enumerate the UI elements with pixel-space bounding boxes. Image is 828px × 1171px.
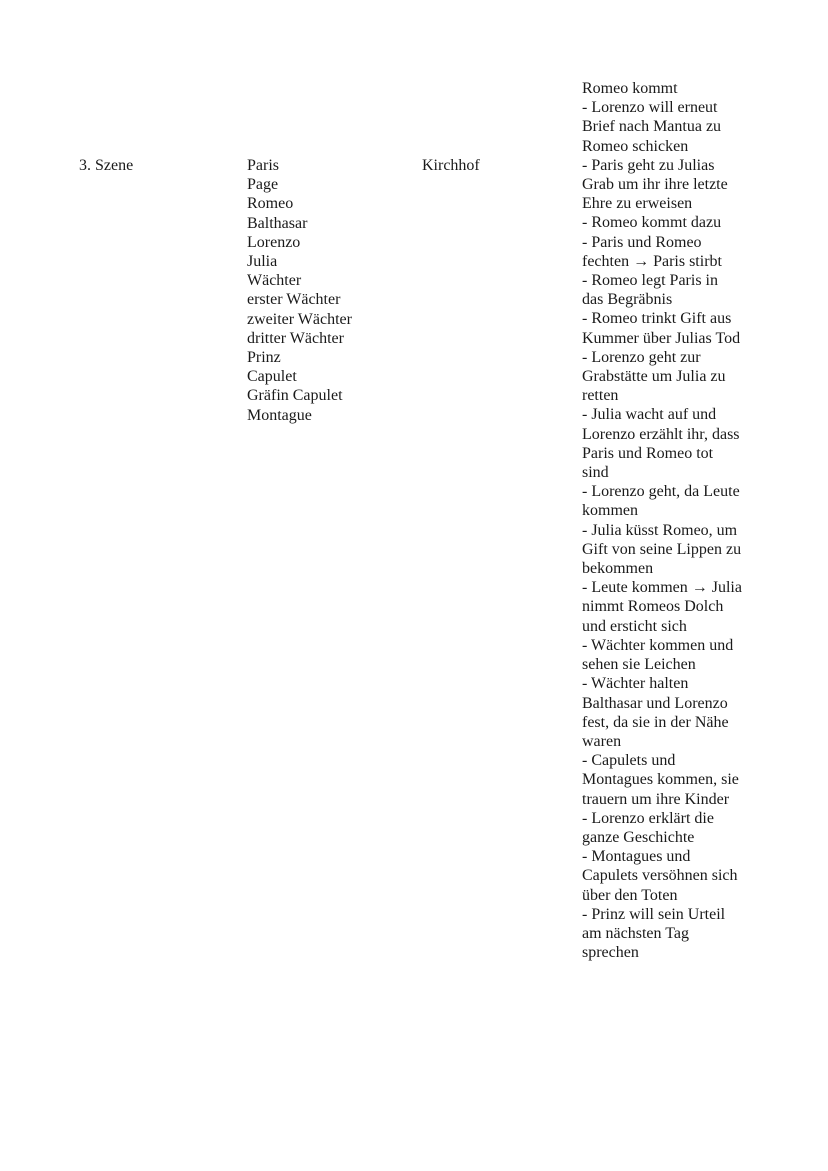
character-name: Capulet	[247, 368, 297, 386]
character-name: Lorenzo	[247, 233, 301, 251]
content-line: das Begräbnis	[582, 291, 673, 309]
content-line: - Julia wacht auf und	[582, 406, 717, 424]
character-name: dritter Wächter	[247, 329, 344, 347]
content-line: - Wächter halten	[582, 675, 689, 693]
content-line: trauern um ihre Kinder	[582, 790, 730, 808]
characters-cell	[247, 156, 352, 425]
character-name: Balthasar	[247, 214, 308, 232]
content-line: Grab um ihr ihre letzte	[582, 176, 728, 194]
content-line: ganze Geschichte	[582, 828, 695, 846]
character-name: Montague	[247, 406, 312, 424]
content-line: - Leute kommen → Julia	[582, 579, 742, 597]
content-line: Montagues kommen, sie	[582, 771, 739, 789]
content-line: Balthasar und Lorenzo	[582, 694, 728, 712]
content-line: sprechen	[582, 944, 639, 962]
content-line: - Prinz will sein Urteil	[582, 905, 726, 923]
content-line: - Montagues und	[582, 848, 691, 866]
content-line: - Paris geht zu Julias	[582, 156, 715, 174]
content-line: - Julia küsst Romeo, um	[582, 521, 738, 539]
content-line: - Lorenzo erklärt die	[582, 809, 714, 827]
content-line: fest, da sie in der Nähe	[582, 713, 729, 731]
content-line: - Romeo kommt dazu	[582, 214, 722, 232]
content-line: nimmt Romeos Dolch	[582, 598, 724, 616]
content-line: über den Toten	[582, 886, 678, 904]
content-line: kommen	[582, 502, 638, 520]
content-line: - Romeo trinkt Gift aus	[582, 310, 732, 328]
content-line: Gift von seine Lippen zu	[582, 540, 742, 558]
content-line: - Romeo legt Paris in	[582, 272, 718, 290]
character-name: Page	[247, 176, 279, 194]
content-line: fechten → Paris stirbt	[582, 252, 722, 270]
character-name: Gräfin Capulet	[247, 387, 343, 405]
content-line: Brief nach Mantua zu	[582, 118, 722, 136]
content-line: - Capulets und	[582, 752, 676, 770]
content-line: - Lorenzo geht, da Leute	[582, 483, 740, 501]
location-cell	[422, 156, 480, 175]
content-line: Lorenzo erzählt ihr, dass	[582, 425, 740, 443]
content-line: Capulets versöhnen sich	[582, 867, 738, 885]
character-name: zweiter Wächter	[247, 310, 352, 328]
content-line: - Paris und Romeo	[582, 233, 702, 251]
character-name: Wächter	[247, 272, 302, 290]
scene-label: 3. Szene	[79, 157, 134, 174]
character-name: Prinz	[247, 349, 281, 367]
content-line: Ehre zu erweisen	[582, 195, 693, 213]
content-line: bekommen	[582, 560, 654, 578]
content-line: - Wächter kommen und	[582, 636, 734, 654]
content-line: Romeo schicken	[582, 137, 689, 155]
character-name: Paris	[247, 157, 279, 174]
content-line: - Lorenzo will erneut	[582, 99, 718, 117]
location-label: Kirchhof	[422, 157, 480, 174]
content-line: Romeo kommt	[582, 80, 678, 97]
character-name: Julia	[247, 253, 278, 271]
content-line: Paris und Romeo tot	[582, 444, 714, 462]
content-line: retten	[582, 387, 619, 405]
content-line: waren	[582, 732, 622, 750]
character-name: erster Wächter	[247, 291, 341, 309]
content-line: sehen sie Leichen	[582, 656, 696, 674]
content-cell	[582, 79, 742, 962]
character-name: Romeo	[247, 195, 294, 213]
content-line: am nächsten Tag	[582, 924, 689, 942]
content-line: - Lorenzo geht zur	[582, 348, 701, 366]
content-line: sind	[582, 464, 609, 482]
content-line: Grabstätte um Julia zu	[582, 368, 726, 386]
content-line: und ersticht sich	[582, 617, 687, 635]
content-line: Kummer über Julias Tod	[582, 329, 741, 347]
scene-cell	[79, 156, 133, 175]
